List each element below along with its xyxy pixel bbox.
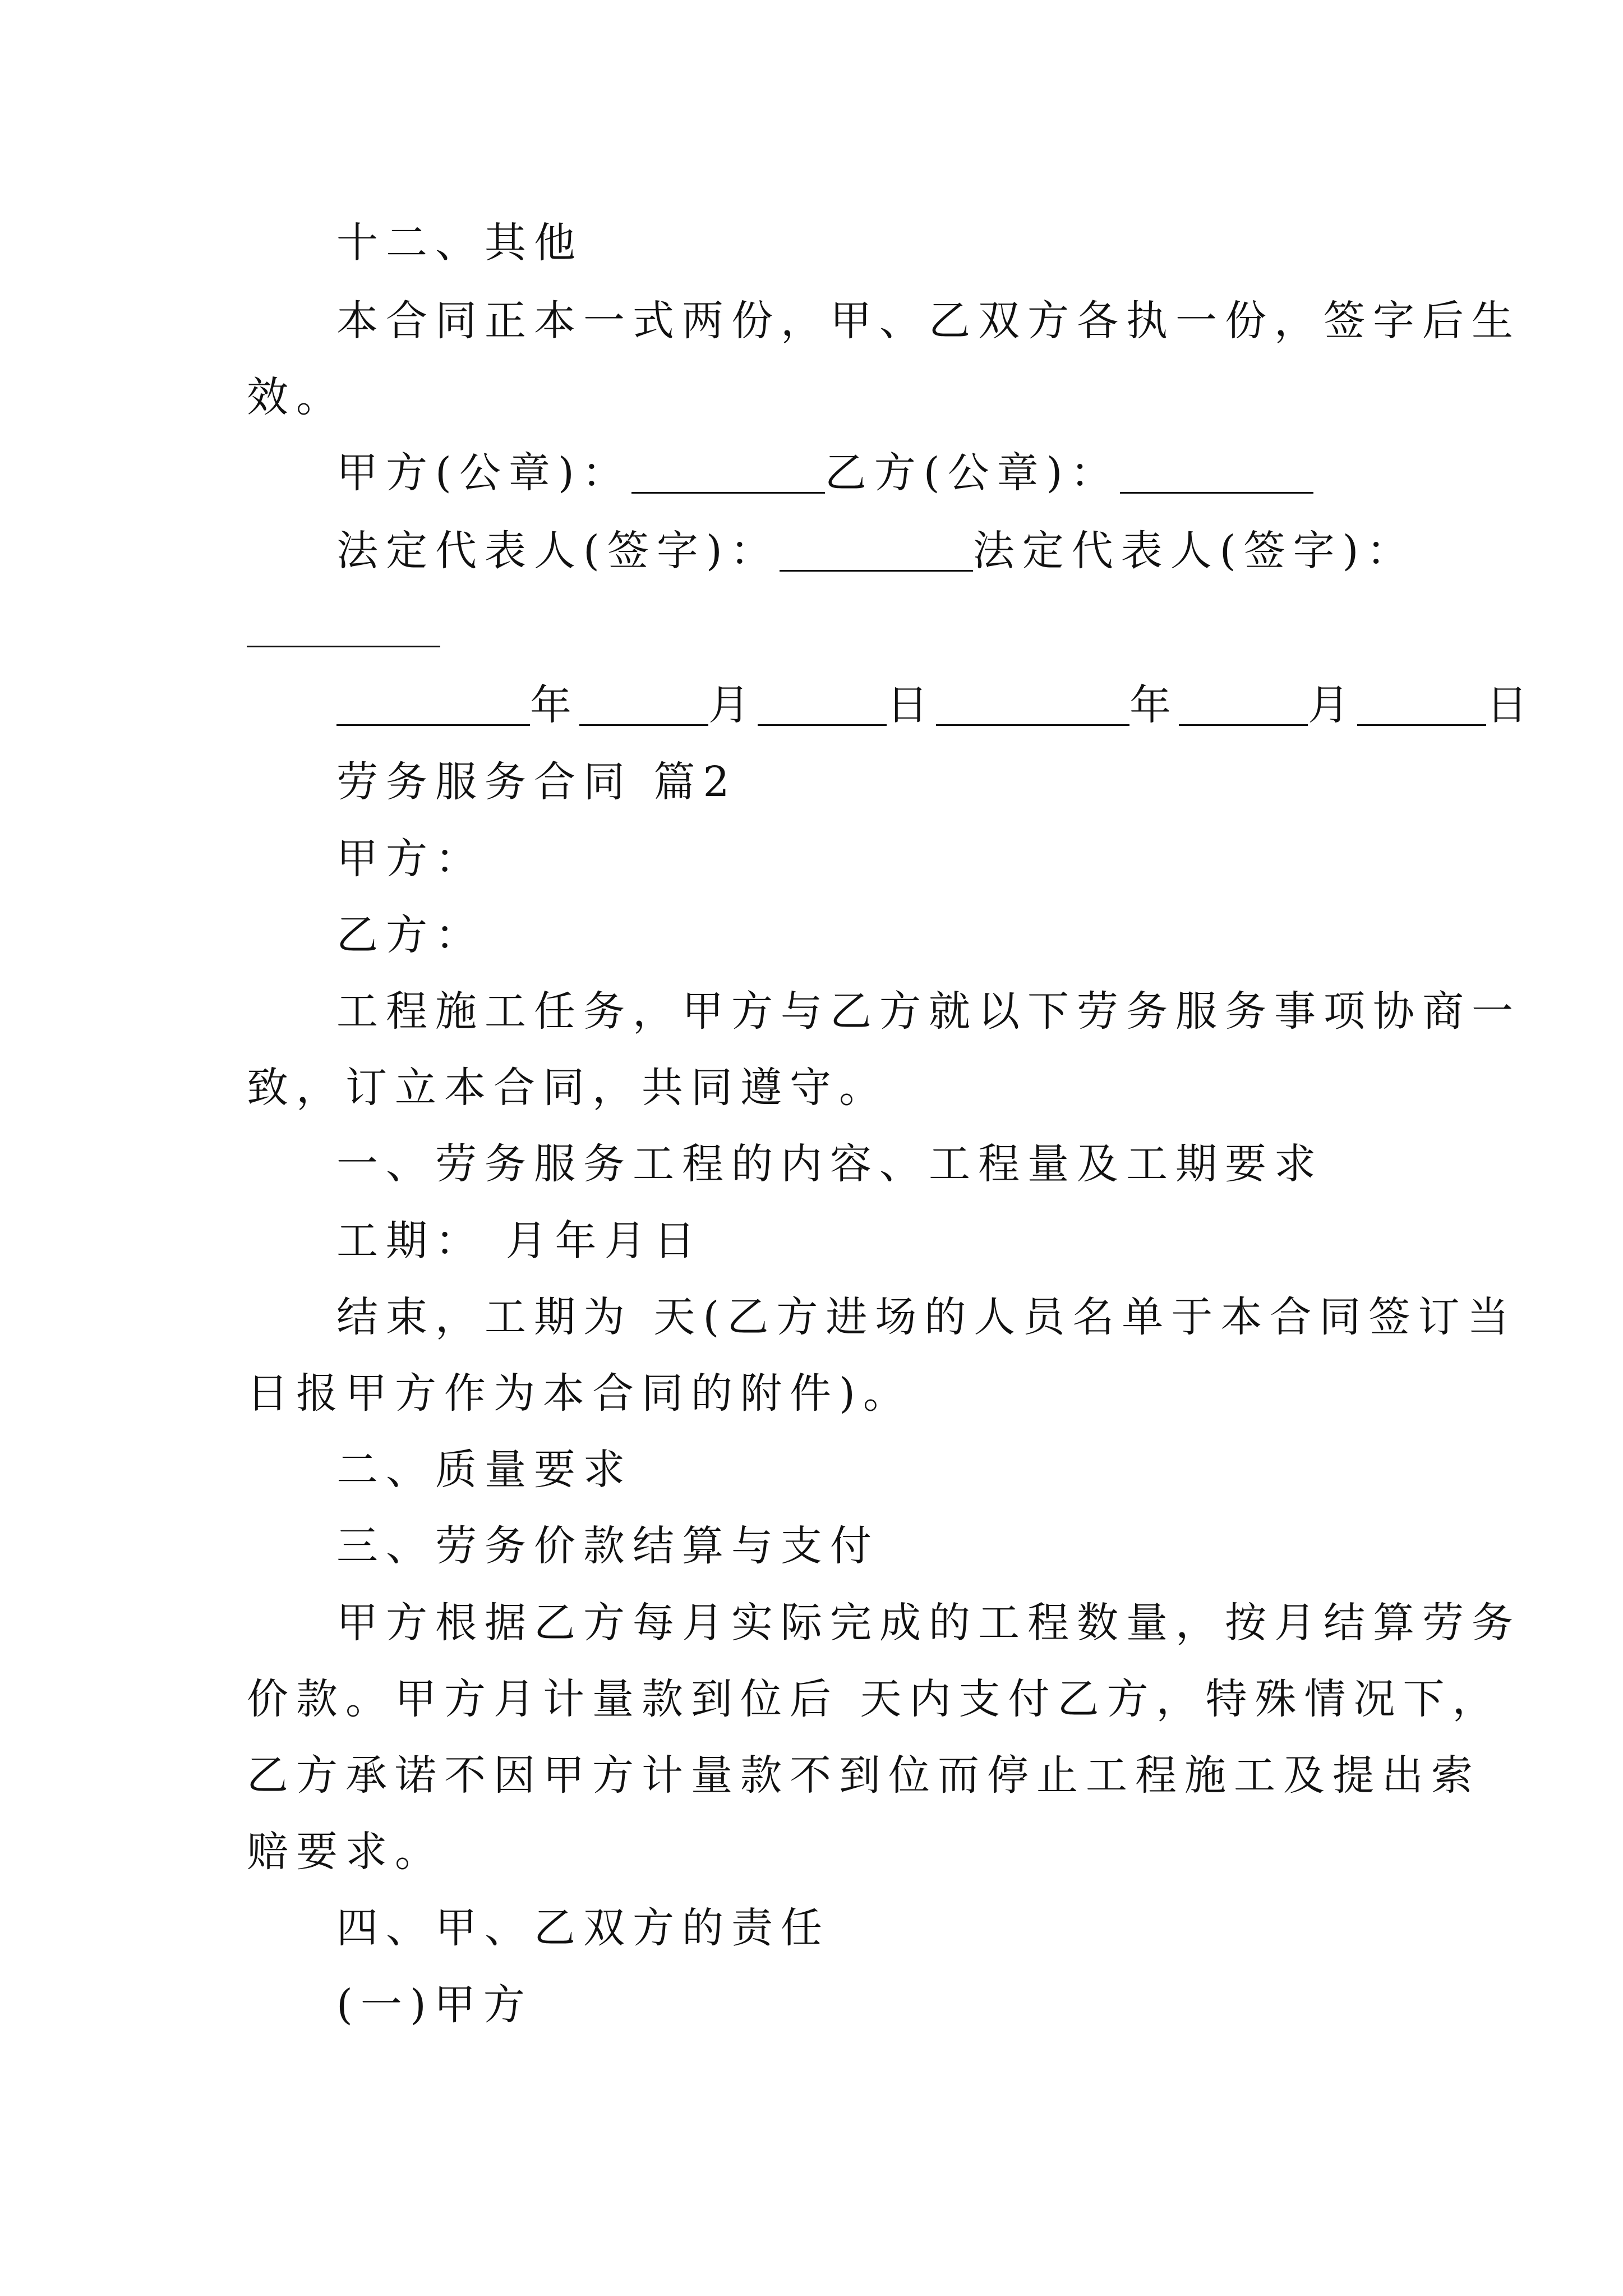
party-b-representative-label: 法定代表人(签字)： xyxy=(972,527,1416,575)
line-text: 四、甲、乙双方的责任 xyxy=(336,1904,830,1952)
line-text: 一、劳务服务工程的内容、工程量及工期要求 xyxy=(336,1140,1324,1188)
paragraph-line xyxy=(247,373,345,421)
line-text: 日报甲方作为本合同的附件)。 xyxy=(247,1369,912,1418)
paragraph-line xyxy=(247,1828,444,1876)
subsection-heading xyxy=(336,1981,533,2029)
line-text: 十二、其他 xyxy=(336,219,583,267)
date-day-blank-a xyxy=(758,684,887,726)
date-month-blank-b xyxy=(1179,684,1308,726)
signature-continuation-line xyxy=(247,606,440,647)
month-label: 月 xyxy=(708,681,758,729)
paragraph-line xyxy=(247,1064,888,1112)
section-heading-other xyxy=(336,219,583,267)
date-year-blank-b xyxy=(936,684,1129,726)
line-text: 工期： 月年月日 xyxy=(336,1217,703,1265)
party-a-representative-blank xyxy=(780,530,973,572)
signature-line xyxy=(336,527,1416,575)
line-text: 劳务服务合同 篇2 xyxy=(336,758,737,806)
paragraph-line xyxy=(247,1369,912,1418)
line-text: 结束，工期为 天(乙方进场的人员名单于本合同签订当 xyxy=(336,1293,1517,1341)
party-b-seal-blank xyxy=(1120,452,1313,494)
paragraph-line xyxy=(247,1751,1481,1800)
paragraph-line xyxy=(336,987,1521,1036)
section-heading xyxy=(336,1522,879,1570)
date-line xyxy=(336,681,1536,729)
line-text: 二、质量要求 xyxy=(336,1446,633,1494)
line-text: (一)甲方 xyxy=(336,1981,533,2029)
paragraph-line xyxy=(336,1599,1521,1647)
year-label: 年 xyxy=(1129,681,1179,729)
section-heading xyxy=(336,1446,633,1494)
line-text: 本合同正本一式两份，甲、乙双方各执一份，签字后生 xyxy=(336,297,1521,345)
date-day-blank-b xyxy=(1357,684,1486,726)
paragraph-line xyxy=(336,1217,703,1265)
party-b-representative-blank xyxy=(247,606,440,647)
party-a-seal-blank xyxy=(631,452,825,494)
line-text: 乙方： xyxy=(336,911,485,959)
line-text: 价款。甲方月计量款到位后 天内支付乙方，特殊情况下， xyxy=(247,1675,1502,1723)
paragraph-line xyxy=(247,1675,1502,1723)
line-text: 致，订立本合同，共同遵守。 xyxy=(247,1064,888,1112)
date-year-blank-a xyxy=(336,684,530,726)
line-text: 甲方根据乙方每月实际完成的工程数量，按月结算劳务 xyxy=(336,1599,1521,1647)
paragraph-line xyxy=(336,297,1521,345)
party-a-seal-label: 甲方(公章)： xyxy=(336,449,631,497)
day-label: 日 xyxy=(1486,681,1536,729)
year-label: 年 xyxy=(530,681,579,729)
party-a-representative-label: 法定代表人(签字)： xyxy=(336,527,780,575)
line-text: 三、劳务价款结算与支付 xyxy=(336,1522,879,1570)
line-text: 工程施工任务，甲方与乙方就以下劳务服务事项协商一 xyxy=(336,987,1521,1036)
line-text: 效。 xyxy=(247,373,345,421)
paragraph-line xyxy=(336,1293,1517,1341)
month-label: 月 xyxy=(1308,681,1357,729)
line-text: 乙方承诺不因甲方计量款不到位而停止工程施工及提出索 xyxy=(247,1751,1481,1800)
contract-title xyxy=(336,758,737,806)
party-b-seal-label: 乙方(公章)： xyxy=(824,449,1120,497)
party-b-line xyxy=(336,911,485,959)
day-label: 日 xyxy=(887,681,936,729)
party-a-line xyxy=(336,835,485,883)
line-text: 赔要求。 xyxy=(247,1828,444,1876)
date-month-blank-a xyxy=(579,684,708,726)
section-heading xyxy=(336,1904,830,1952)
section-heading xyxy=(336,1140,1324,1188)
line-text: 甲方： xyxy=(336,835,485,883)
seal-line xyxy=(336,449,1313,497)
